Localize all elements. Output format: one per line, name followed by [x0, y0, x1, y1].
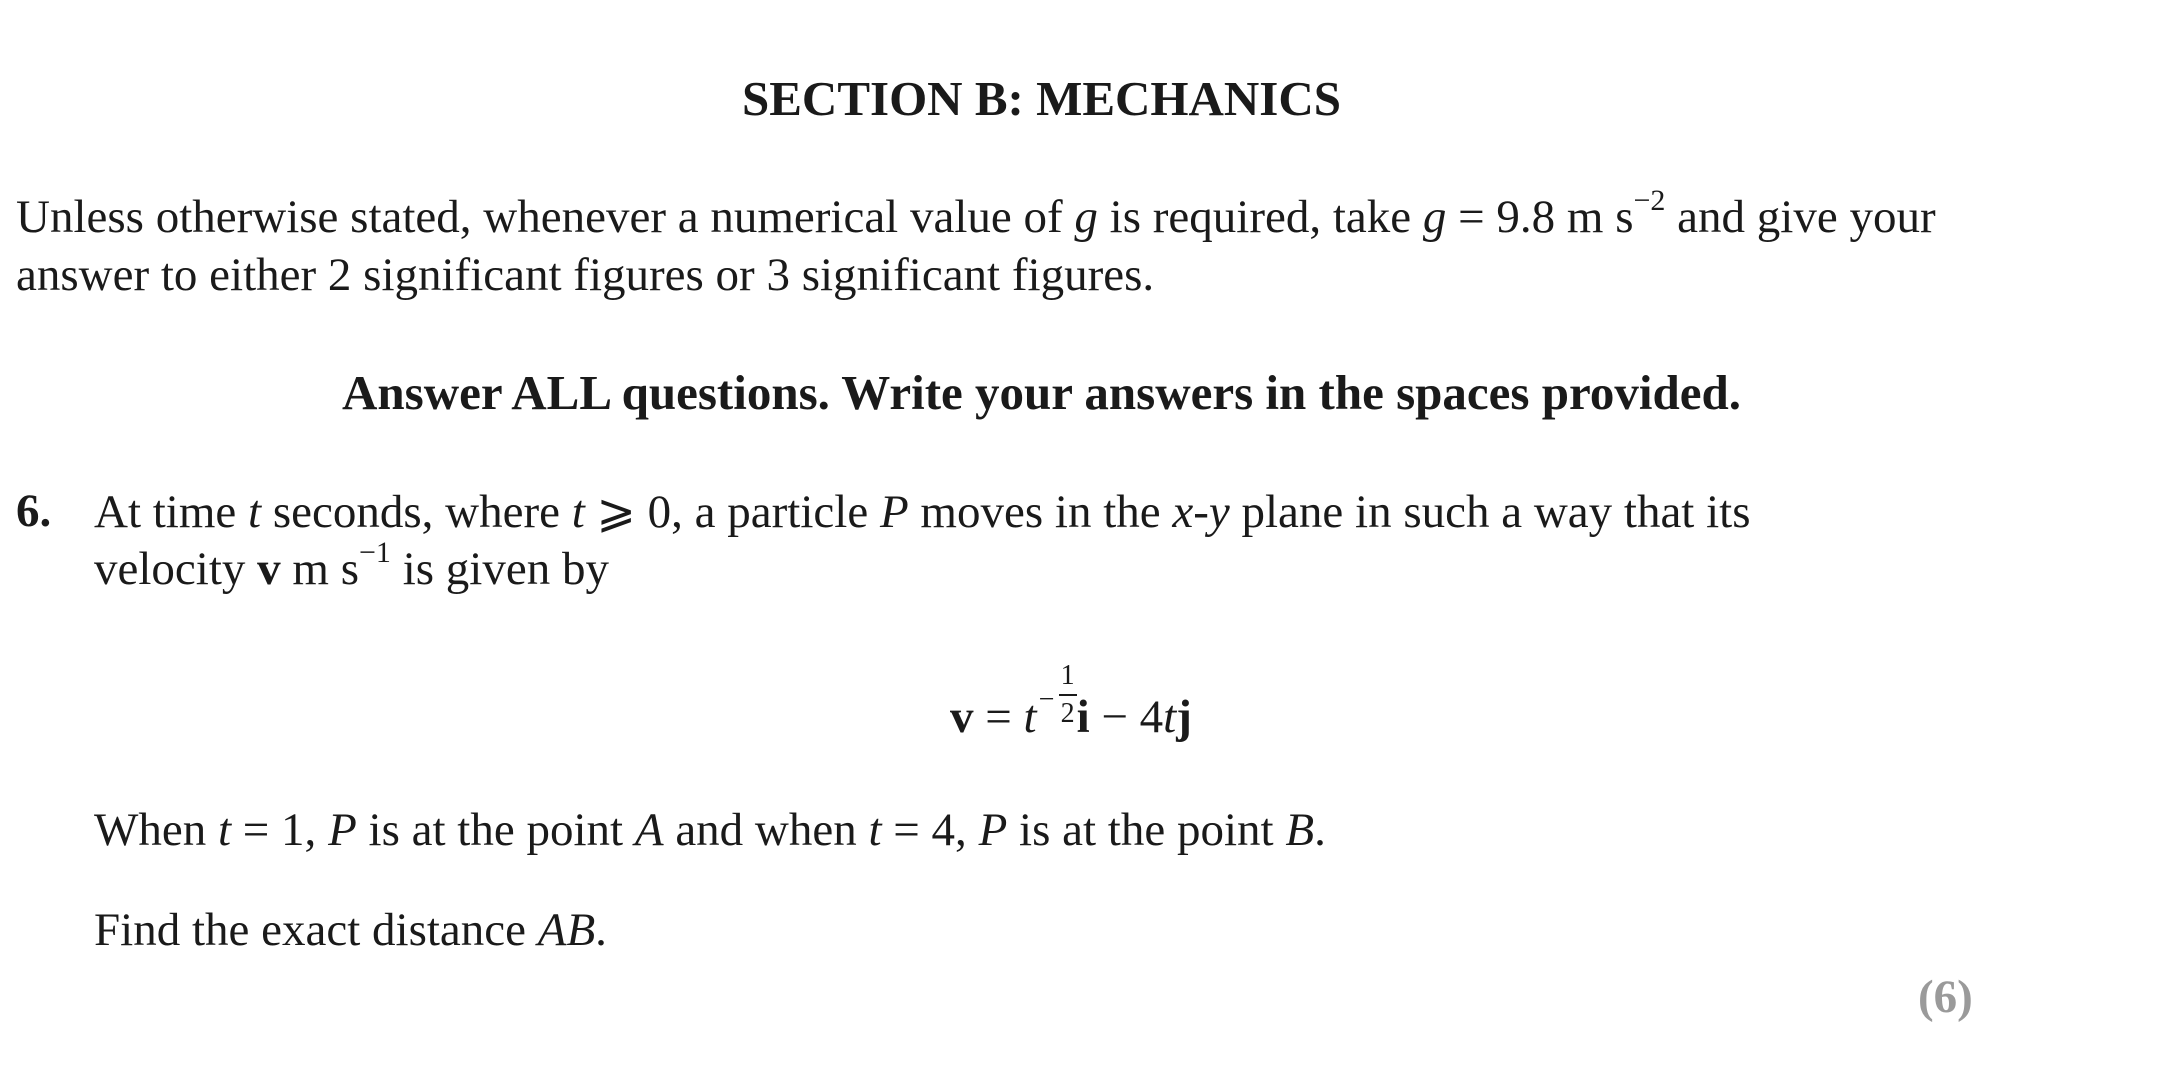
question-line-2 — [94, 536, 609, 596]
find-line — [94, 903, 607, 957]
question-text: Find the exact distance — [94, 904, 538, 956]
question-text: = 4, — [881, 804, 979, 856]
question-text: is at the point — [1007, 804, 1286, 856]
question-text: . — [595, 904, 607, 956]
minus-term: − 4 — [1089, 691, 1164, 743]
intro-text: is required, take — [1097, 191, 1423, 243]
fraction-bar — [1059, 694, 1077, 696]
intro-line-2: answer to either 2 significant figures or 3 significant figures. — [16, 249, 1155, 301]
symbol-xy: x-y — [1172, 486, 1230, 538]
equals: = — [973, 691, 1024, 743]
symbol-p: P — [328, 804, 357, 856]
symbol-t: t — [1163, 691, 1177, 743]
exponent: −1 — [359, 536, 391, 569]
symbol-t: t — [217, 804, 232, 856]
symbol-g: g — [1422, 191, 1447, 243]
condition-line — [94, 803, 1326, 857]
fraction-exponent — [1037, 660, 1077, 737]
question-text: seconds, where — [261, 486, 572, 538]
question-text: At time — [94, 486, 249, 538]
question-text: = 1, — [231, 804, 329, 856]
question-number: 6. — [16, 485, 52, 537]
symbol-p: P — [879, 486, 909, 538]
question-line-1 — [94, 484, 1751, 539]
exponent: −2 — [1633, 184, 1666, 217]
exponent-numerator: 1 — [1060, 660, 1075, 691]
unit-vector-i: i — [1076, 691, 1090, 743]
intro-text: and give your — [1665, 191, 1936, 243]
question-text: is given by — [390, 543, 609, 595]
symbol-v: v — [950, 691, 974, 743]
instruction: Answer ALL questions. Write your answers in the spaces provided. — [342, 365, 1741, 420]
intro-text: Unless otherwise stated, whenever a numerical value of — [16, 191, 1075, 243]
question-text: plane in such a way that its — [1229, 486, 1751, 538]
symbol-t: t — [248, 486, 262, 538]
question-text: When — [94, 804, 218, 856]
section-title: SECTION B: MECHANICS — [742, 71, 1341, 126]
velocity-equation — [950, 660, 1192, 744]
unit-vector-j: j — [1176, 691, 1192, 743]
point-a: A — [634, 804, 664, 856]
exponent-sign: − — [1038, 684, 1055, 715]
symbol-t: t — [571, 486, 585, 538]
question-text: . — [1314, 804, 1326, 856]
symbol-v: v — [257, 543, 281, 595]
symbol-t: t — [1023, 691, 1037, 743]
distance-ab: AB — [537, 904, 596, 956]
question-text: and when — [663, 804, 869, 856]
marks-badge: (6) — [1918, 971, 1973, 1023]
question-text: m s — [280, 543, 360, 595]
point-b: B — [1285, 804, 1315, 856]
intro-line-1 — [16, 184, 1936, 246]
symbol-g: g — [1074, 191, 1098, 243]
exponent-denominator: 2 — [1060, 698, 1075, 729]
question-text: is at the point — [356, 804, 635, 856]
intro-text: = 9.8 m s — [1446, 191, 1634, 243]
symbol-t: t — [868, 804, 882, 856]
question-text: velocity — [94, 543, 258, 595]
question-text: moves in the — [908, 486, 1173, 538]
symbol-p: P — [978, 804, 1008, 856]
question-text: ⩾ 0, a particle — [584, 486, 880, 538]
